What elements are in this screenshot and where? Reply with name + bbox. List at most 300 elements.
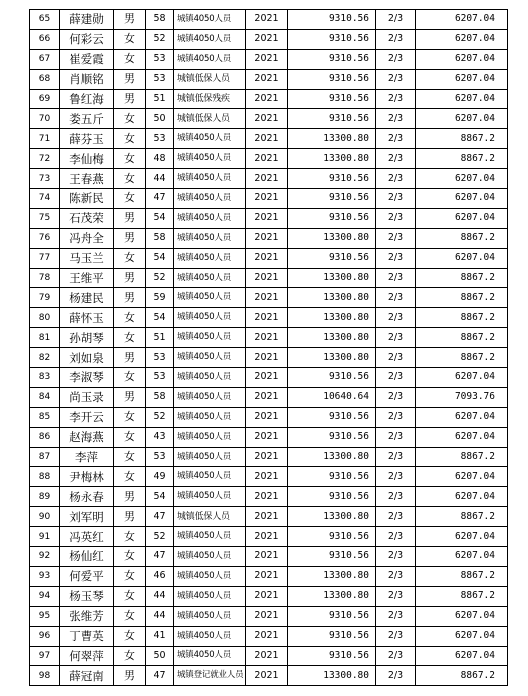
age-cell: 52 [146,527,174,547]
age-cell: 53 [146,368,174,388]
table-row [30,407,508,427]
amount-cell: 9310.56 [288,89,376,109]
year-cell: 2021 [246,288,288,308]
age-cell: 58 [146,228,174,248]
year-cell: 2021 [246,666,288,686]
table-row [30,387,508,407]
year-cell: 2021 [246,10,288,30]
subsidy-cell: 8867.2 [416,586,508,606]
subsidy-cell: 6207.04 [416,467,508,487]
table-body [30,10,508,686]
gender-cell: 女 [114,467,146,487]
ratio-cell: 2/3 [376,129,416,149]
name-cell: 薛芬玉 [60,129,114,149]
amount-cell: 9310.56 [288,69,376,89]
subsidy-cell: 8867.2 [416,268,508,288]
category-cell: 城镇4050人员 [174,189,246,209]
year-cell: 2021 [246,89,288,109]
category-cell: 城镇低保人员 [174,69,246,89]
amount-cell: 13300.80 [288,149,376,169]
row-number-cell: 93 [30,566,60,586]
table-row [30,129,508,149]
amount-cell: 13300.80 [288,268,376,288]
amount-cell: 9310.56 [288,208,376,228]
ratio-cell: 2/3 [376,626,416,646]
subsidy-cell: 6207.04 [416,487,508,507]
row-number-cell: 88 [30,467,60,487]
subsidy-cell: 6207.04 [416,49,508,69]
amount-cell: 9310.56 [288,626,376,646]
subsidy-cell: 6207.04 [416,69,508,89]
name-cell: 李仙梅 [60,149,114,169]
gender-cell: 女 [114,29,146,49]
row-number-cell: 70 [30,109,60,129]
gender-cell: 女 [114,646,146,666]
name-cell: 刘如泉 [60,348,114,368]
age-cell: 46 [146,566,174,586]
name-cell: 王维平 [60,268,114,288]
year-cell: 2021 [246,189,288,209]
row-number-cell: 81 [30,328,60,348]
name-cell: 李萍 [60,447,114,467]
name-cell: 何彩云 [60,29,114,49]
amount-cell: 13300.80 [288,129,376,149]
row-number-cell: 69 [30,89,60,109]
amount-cell: 13300.80 [288,586,376,606]
name-cell: 李开云 [60,407,114,427]
table-row [30,109,508,129]
age-cell: 47 [146,666,174,686]
category-cell: 城镇4050人员 [174,387,246,407]
subsidy-cell: 6207.04 [416,368,508,388]
table-row [30,228,508,248]
row-number-cell: 85 [30,407,60,427]
age-cell: 52 [146,407,174,427]
table-row [30,189,508,209]
subsidy-cell: 6207.04 [416,407,508,427]
year-cell: 2021 [246,407,288,427]
amount-cell: 13300.80 [288,447,376,467]
age-cell: 44 [146,169,174,189]
row-number-cell: 92 [30,547,60,567]
category-cell: 城镇4050人员 [174,407,246,427]
subsidy-cell: 8867.2 [416,328,508,348]
age-cell: 51 [146,328,174,348]
category-cell: 城镇4050人员 [174,169,246,189]
gender-cell: 男 [114,89,146,109]
gender-cell: 男 [114,208,146,228]
ratio-cell: 2/3 [376,566,416,586]
row-number-cell: 90 [30,507,60,527]
table-row [30,507,508,527]
year-cell: 2021 [246,387,288,407]
gender-cell: 男 [114,69,146,89]
row-number-cell: 87 [30,447,60,467]
subsidy-cell: 6207.04 [416,208,508,228]
year-cell: 2021 [246,606,288,626]
amount-cell: 9310.56 [288,29,376,49]
name-cell: 肖顺铭 [60,69,114,89]
year-cell: 2021 [246,527,288,547]
table-row [30,427,508,447]
gender-cell: 男 [114,487,146,507]
category-cell: 城镇4050人员 [174,547,246,567]
age-cell: 53 [146,348,174,368]
category-cell: 城镇4050人员 [174,527,246,547]
category-cell: 城镇4050人员 [174,308,246,328]
gender-cell: 女 [114,149,146,169]
name-cell: 何翠萍 [60,646,114,666]
subsidy-cell: 8867.2 [416,666,508,686]
name-cell: 尚玉录 [60,387,114,407]
subsidy-cell: 7093.76 [416,387,508,407]
name-cell: 陈新民 [60,189,114,209]
amount-cell: 13300.80 [288,566,376,586]
gender-cell: 男 [114,387,146,407]
name-cell: 刘军明 [60,507,114,527]
name-cell: 杨玉琴 [60,586,114,606]
ratio-cell: 2/3 [376,427,416,447]
amount-cell: 9310.56 [288,189,376,209]
row-number-cell: 96 [30,626,60,646]
age-cell: 47 [146,547,174,567]
name-cell: 薛建勋 [60,10,114,30]
row-number-cell: 71 [30,129,60,149]
category-cell: 城镇4050人员 [174,566,246,586]
row-number-cell: 74 [30,189,60,209]
age-cell: 53 [146,49,174,69]
ratio-cell: 2/3 [376,248,416,268]
category-cell: 城镇4050人员 [174,467,246,487]
subsidy-cell: 8867.2 [416,447,508,467]
ratio-cell: 2/3 [376,189,416,209]
row-number-cell: 86 [30,427,60,447]
gender-cell: 男 [114,507,146,527]
age-cell: 53 [146,129,174,149]
year-cell: 2021 [246,268,288,288]
year-cell: 2021 [246,49,288,69]
category-cell: 城镇4050人员 [174,348,246,368]
amount-cell: 9310.56 [288,527,376,547]
gender-cell: 女 [114,189,146,209]
category-cell: 城镇4050人员 [174,447,246,467]
amount-cell: 9310.56 [288,606,376,626]
subsidy-cell: 6207.04 [416,29,508,49]
gender-cell: 女 [114,368,146,388]
age-cell: 44 [146,586,174,606]
subsidy-cell: 6207.04 [416,109,508,129]
subsidy-cell: 6207.04 [416,626,508,646]
table-row [30,626,508,646]
subsidy-cell: 6207.04 [416,606,508,626]
age-cell: 44 [146,606,174,626]
subsidy-cell: 6207.04 [416,646,508,666]
table-row [30,666,508,686]
table-row [30,527,508,547]
amount-cell: 9310.56 [288,248,376,268]
amount-cell: 9310.56 [288,467,376,487]
age-cell: 54 [146,487,174,507]
table-row [30,29,508,49]
name-cell: 冯舟全 [60,228,114,248]
age-cell: 49 [146,467,174,487]
category-cell: 城镇4050人员 [174,248,246,268]
ratio-cell: 2/3 [376,288,416,308]
gender-cell: 女 [114,527,146,547]
table-row [30,487,508,507]
table-row [30,69,508,89]
name-cell: 鲁红海 [60,89,114,109]
name-cell: 崔爱霞 [60,49,114,69]
year-cell: 2021 [246,129,288,149]
row-number-cell: 79 [30,288,60,308]
subsidy-cell: 6207.04 [416,248,508,268]
table-row [30,566,508,586]
age-cell: 59 [146,288,174,308]
gender-cell: 男 [114,10,146,30]
year-cell: 2021 [246,69,288,89]
table-row [30,49,508,69]
age-cell: 53 [146,69,174,89]
gender-cell: 女 [114,547,146,567]
amount-cell: 9310.56 [288,109,376,129]
subsidy-cell: 6207.04 [416,527,508,547]
year-cell: 2021 [246,149,288,169]
amount-cell: 13300.80 [288,507,376,527]
name-cell: 娄五斤 [60,109,114,129]
ratio-cell: 2/3 [376,10,416,30]
name-cell: 杨仙红 [60,547,114,567]
row-number-cell: 66 [30,29,60,49]
table-row [30,368,508,388]
category-cell: 城镇4050人员 [174,487,246,507]
age-cell: 41 [146,626,174,646]
table-row [30,10,508,30]
subsidy-cell: 8867.2 [416,228,508,248]
subsidy-cell: 6207.04 [416,89,508,109]
year-cell: 2021 [246,348,288,368]
name-cell: 赵海燕 [60,427,114,447]
category-cell: 城镇4050人员 [174,208,246,228]
row-number-cell: 98 [30,666,60,686]
name-cell: 王春燕 [60,169,114,189]
gender-cell: 女 [114,626,146,646]
gender-cell: 女 [114,308,146,328]
gender-cell: 男 [114,268,146,288]
gender-cell: 女 [114,49,146,69]
age-cell: 53 [146,447,174,467]
row-number-cell: 84 [30,387,60,407]
amount-cell: 13300.80 [288,308,376,328]
year-cell: 2021 [246,248,288,268]
ratio-cell: 2/3 [376,69,416,89]
gender-cell: 女 [114,328,146,348]
table-row [30,328,508,348]
category-cell: 城镇4050人员 [174,49,246,69]
ratio-cell: 2/3 [376,507,416,527]
row-number-cell: 95 [30,606,60,626]
table-row [30,169,508,189]
subsidy-cell: 6207.04 [416,189,508,209]
subsidy-table-sheet [29,9,507,686]
category-cell: 城镇4050人员 [174,586,246,606]
amount-cell: 9310.56 [288,427,376,447]
age-cell: 47 [146,189,174,209]
year-cell: 2021 [246,547,288,567]
row-number-cell: 68 [30,69,60,89]
amount-cell: 9310.56 [288,487,376,507]
name-cell: 丁曹英 [60,626,114,646]
row-number-cell: 97 [30,646,60,666]
ratio-cell: 2/3 [376,29,416,49]
ratio-cell: 2/3 [376,527,416,547]
table-row [30,288,508,308]
age-cell: 54 [146,208,174,228]
table-row [30,646,508,666]
gender-cell: 女 [114,248,146,268]
gender-cell: 女 [114,169,146,189]
year-cell: 2021 [246,626,288,646]
subsidy-table [29,9,508,686]
table-row [30,149,508,169]
name-cell: 薛怀玉 [60,308,114,328]
year-cell: 2021 [246,29,288,49]
amount-cell: 13300.80 [288,288,376,308]
table-row [30,586,508,606]
ratio-cell: 2/3 [376,447,416,467]
ratio-cell: 2/3 [376,666,416,686]
ratio-cell: 2/3 [376,467,416,487]
ratio-cell: 2/3 [376,109,416,129]
amount-cell: 9310.56 [288,368,376,388]
subsidy-cell: 8867.2 [416,288,508,308]
ratio-cell: 2/3 [376,348,416,368]
table-row [30,447,508,467]
ratio-cell: 2/3 [376,387,416,407]
ratio-cell: 2/3 [376,547,416,567]
name-cell: 马玉兰 [60,248,114,268]
amount-cell: 13300.80 [288,228,376,248]
subsidy-cell: 6207.04 [416,547,508,567]
row-number-cell: 80 [30,308,60,328]
name-cell: 杨建民 [60,288,114,308]
category-cell: 城镇4050人员 [174,427,246,447]
name-cell: 冯英红 [60,527,114,547]
category-cell: 城镇4050人员 [174,268,246,288]
year-cell: 2021 [246,507,288,527]
name-cell: 杨永春 [60,487,114,507]
table-row [30,348,508,368]
table-row [30,308,508,328]
gender-cell: 女 [114,407,146,427]
ratio-cell: 2/3 [376,49,416,69]
name-cell: 薛冠南 [60,666,114,686]
subsidy-cell: 8867.2 [416,348,508,368]
ratio-cell: 2/3 [376,586,416,606]
ratio-cell: 2/3 [376,228,416,248]
category-cell: 城镇4050人员 [174,328,246,348]
ratio-cell: 2/3 [376,89,416,109]
age-cell: 52 [146,268,174,288]
category-cell: 城镇4050人员 [174,368,246,388]
gender-cell: 男 [114,666,146,686]
row-number-cell: 89 [30,487,60,507]
category-cell: 城镇低保残疾 [174,89,246,109]
name-cell: 孙胡琴 [60,328,114,348]
year-cell: 2021 [246,427,288,447]
age-cell: 47 [146,507,174,527]
gender-cell: 女 [114,109,146,129]
subsidy-cell: 8867.2 [416,308,508,328]
category-cell: 城镇4050人员 [174,626,246,646]
category-cell: 城镇4050人员 [174,149,246,169]
ratio-cell: 2/3 [376,407,416,427]
gender-cell: 男 [114,228,146,248]
category-cell: 城镇登记就业人员 [174,666,246,686]
category-cell: 城镇低保人员 [174,507,246,527]
category-cell: 城镇低保人员 [174,109,246,129]
ratio-cell: 2/3 [376,268,416,288]
ratio-cell: 2/3 [376,487,416,507]
row-number-cell: 75 [30,208,60,228]
amount-cell: 9310.56 [288,169,376,189]
table-row [30,547,508,567]
age-cell: 58 [146,10,174,30]
name-cell: 张维芳 [60,606,114,626]
amount-cell: 9310.56 [288,547,376,567]
table-row [30,89,508,109]
gender-cell: 女 [114,129,146,149]
year-cell: 2021 [246,447,288,467]
year-cell: 2021 [246,586,288,606]
year-cell: 2021 [246,646,288,666]
amount-cell: 9310.56 [288,49,376,69]
subsidy-cell: 8867.2 [416,149,508,169]
name-cell: 何爱平 [60,566,114,586]
ratio-cell: 2/3 [376,149,416,169]
table-row [30,606,508,626]
category-cell: 城镇4050人员 [174,10,246,30]
gender-cell: 男 [114,348,146,368]
age-cell: 51 [146,89,174,109]
amount-cell: 10640.64 [288,387,376,407]
row-number-cell: 83 [30,368,60,388]
name-cell: 尹梅林 [60,467,114,487]
table-row [30,268,508,288]
row-number-cell: 77 [30,248,60,268]
year-cell: 2021 [246,328,288,348]
amount-cell: 13300.80 [288,348,376,368]
year-cell: 2021 [246,109,288,129]
gender-cell: 女 [114,586,146,606]
ratio-cell: 2/3 [376,208,416,228]
amount-cell: 9310.56 [288,407,376,427]
age-cell: 50 [146,109,174,129]
category-cell: 城镇4050人员 [174,646,246,666]
year-cell: 2021 [246,368,288,388]
gender-cell: 男 [114,288,146,308]
ratio-cell: 2/3 [376,646,416,666]
ratio-cell: 2/3 [376,169,416,189]
ratio-cell: 2/3 [376,308,416,328]
subsidy-cell: 8867.2 [416,507,508,527]
age-cell: 58 [146,387,174,407]
year-cell: 2021 [246,467,288,487]
year-cell: 2021 [246,308,288,328]
gender-cell: 女 [114,566,146,586]
subsidy-cell: 6207.04 [416,10,508,30]
row-number-cell: 91 [30,527,60,547]
